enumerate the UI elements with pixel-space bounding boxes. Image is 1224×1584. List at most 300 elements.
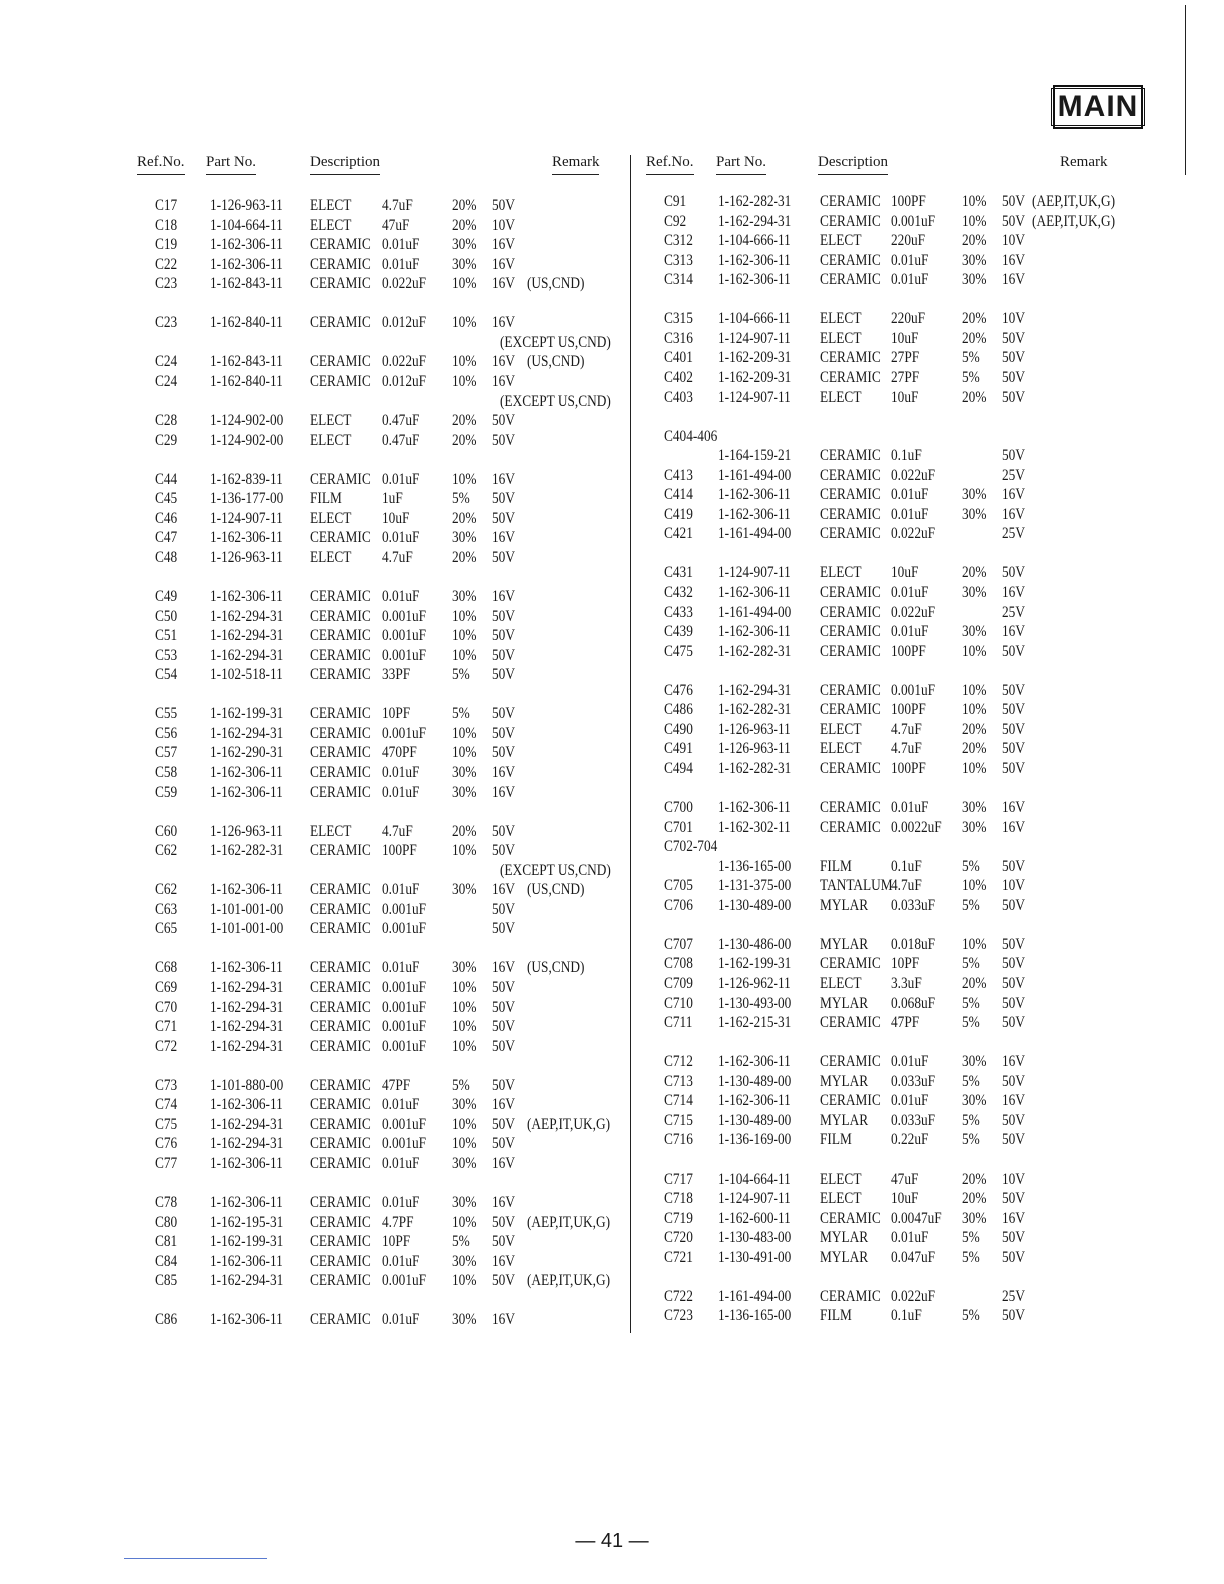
cell-tol: 20%	[451, 548, 477, 566]
cell-val: 0.01uF	[890, 271, 929, 289]
cell-val: 0.001uF	[381, 627, 427, 645]
cell-volt: 16V	[491, 881, 515, 899]
cell-part: 1-162-306-11	[717, 623, 791, 641]
cell-tol: 10%	[451, 1272, 477, 1290]
cell-ref: C718	[663, 1190, 693, 1208]
cell-part: 1-130-493-00	[717, 994, 792, 1012]
cell-val: 0.01uF	[381, 763, 420, 781]
cell-val: 470PF	[381, 744, 417, 762]
cell-part: 1-124-907-11	[717, 388, 791, 406]
cell-val: 0.001uF	[381, 646, 427, 664]
cell-val: 0.001uF	[381, 724, 427, 742]
cell-volt: 50V	[1001, 896, 1025, 914]
cell-part: 1-162-306-11	[717, 505, 791, 523]
cell-ref: C431	[663, 564, 693, 582]
cell-type: CERAMIC	[309, 627, 371, 645]
cell-ref: C713	[663, 1072, 693, 1090]
cell-type: CERAMIC	[309, 1194, 371, 1212]
cell-val: 47uF	[890, 1170, 919, 1188]
cell-part: 1-162-306-11	[717, 584, 791, 601]
cell-tol: 20%	[451, 216, 477, 234]
cell-ref: C315	[663, 310, 693, 328]
cell-part: 1-162-294-31	[209, 1018, 284, 1036]
cell-type: CERAMIC	[309, 959, 371, 977]
cell-part: 1-162-294-31	[209, 998, 284, 1016]
cell-ref: C700	[663, 799, 693, 817]
cell-type: CERAMIC	[309, 1252, 371, 1270]
cell-val: 220uF	[890, 310, 926, 328]
cell-type: MYLAR	[819, 994, 869, 1012]
cell-type: CERAMIC	[819, 584, 881, 601]
cell-volt: 50V	[491, 920, 515, 938]
cell-ref: C414	[663, 486, 693, 504]
cell-part: 1-130-483-00	[717, 1229, 792, 1247]
cell-ref: C719	[663, 1209, 693, 1227]
cell-type: ELECT	[819, 564, 862, 582]
cell-ref: C439	[663, 623, 693, 641]
cell-tol: 20%	[961, 564, 987, 582]
cell-volt: 50V	[1001, 955, 1025, 973]
cell-val: 47uF	[381, 216, 410, 234]
cell-part: 1-130-489-00	[717, 1072, 792, 1090]
cell-tol: 10%	[451, 1037, 477, 1055]
cell-volt: 10V	[491, 216, 515, 234]
cell-tol: 10%	[451, 353, 477, 371]
cell-type: CERAMIC	[309, 1154, 371, 1172]
cell-ref: C53	[154, 646, 178, 664]
cell-volt: 16V	[491, 314, 515, 332]
cell-volt: 50V	[1001, 975, 1025, 992]
cell-volt: 50V	[491, 822, 515, 840]
cell-ref: C401	[663, 349, 693, 367]
cell-tol: 5%	[451, 705, 470, 723]
cell-ref: C715	[663, 1111, 693, 1129]
cell-tol: 10%	[451, 607, 477, 625]
cell-part: 1-162-843-11	[209, 353, 283, 371]
cell-ref: C91	[663, 193, 687, 210]
cell-volt: 16V	[491, 255, 515, 273]
cell-part: 1-101-001-00	[209, 900, 284, 918]
cell-volt: 16V	[1001, 486, 1025, 504]
cell-volt: 25V	[1001, 1287, 1025, 1305]
cell-val: 0.01uF	[381, 470, 420, 488]
cell-val: 100PF	[381, 842, 417, 860]
cell-ref: C60	[154, 822, 178, 840]
cell-part: 1-104-664-11	[209, 216, 283, 234]
cell-part: 1-162-294-31	[717, 681, 792, 699]
cell-type: CERAMIC	[309, 744, 371, 762]
cell-rem: (AEP,IT,UK,G)	[1032, 193, 1116, 210]
cell-val: 0.001uF	[381, 1037, 427, 1055]
cell-part: 1-101-001-00	[209, 920, 284, 938]
cell-volt: 16V	[491, 783, 515, 801]
cell-ref: C494	[663, 759, 693, 777]
header-desc: Description	[818, 154, 888, 175]
header-remark: Remark	[1060, 154, 1108, 170]
cell-val: 0.022uF	[381, 353, 427, 371]
cell-val: 100PF	[890, 642, 926, 660]
cell-part: 1-162-306-11	[209, 1252, 283, 1270]
cell-val: 0.01uF	[381, 1096, 420, 1114]
cell-val: 10uF	[381, 509, 410, 527]
cell-ref: C57	[154, 744, 178, 762]
cell-part: 1-162-306-11	[209, 1194, 283, 1212]
cell-val: 0.022uF	[890, 1287, 936, 1305]
cell-val: 0.001uF	[381, 900, 427, 918]
cell-volt: 25V	[1001, 525, 1025, 543]
cell-part: 1-162-294-31	[209, 646, 284, 664]
cell-part: 1-162-306-11	[209, 881, 283, 899]
cell-ref: C55	[154, 705, 178, 723]
cell-tol: 5%	[961, 955, 980, 973]
cell-part: 1-162-294-31	[209, 979, 284, 996]
cell-volt: 16V	[1001, 251, 1025, 269]
cell-tol: 5%	[451, 490, 470, 508]
cell-part: 1-162-195-31	[209, 1213, 284, 1231]
cell-type: ELECT	[819, 740, 862, 758]
cell-volt: 50V	[491, 1272, 515, 1290]
cell-volt: 16V	[491, 529, 515, 547]
cell-volt: 50V	[491, 979, 515, 996]
cell-type: CERAMIC	[819, 271, 881, 289]
cell-ref: C491	[663, 740, 693, 758]
cell-type: CERAMIC	[819, 642, 881, 660]
cell-volt: 50V	[491, 509, 515, 527]
cell-part: 1-104-666-11	[717, 232, 791, 250]
cell-volt: 16V	[491, 470, 515, 488]
cell-part: 1-162-209-31	[717, 349, 792, 367]
cell-val: 10uF	[890, 1190, 919, 1208]
cell-ref: C69	[154, 979, 178, 996]
cell-part: 1-136-169-00	[717, 1131, 792, 1149]
cell-type: CERAMIC	[819, 193, 881, 210]
cell-ref: C70	[154, 998, 178, 1016]
cell-volt: 50V	[1001, 349, 1025, 367]
cell-ref: C22	[154, 255, 178, 273]
cell-ref: C475	[663, 642, 693, 660]
cell-volt: 50V	[491, 431, 515, 449]
cell-tol: 5%	[961, 1248, 980, 1266]
cell-part: 1-161-494-00	[717, 466, 792, 484]
cell-type: CERAMIC	[309, 529, 371, 547]
cell-part: 1-162-306-11	[209, 255, 283, 273]
cell-type: ELECT	[309, 509, 352, 527]
cell-ref: C476	[663, 681, 693, 699]
cell-val: 0.001uF	[381, 1272, 427, 1290]
cell-val: 100PF	[890, 701, 926, 719]
cell-type: CERAMIC	[819, 486, 881, 504]
cell-type: CERAMIC	[309, 372, 371, 390]
cell-val: 220uF	[890, 232, 926, 250]
cell-type: CERAMIC	[309, 724, 371, 742]
cell-val: 0.001uF	[381, 920, 427, 938]
cell-tol: 30%	[451, 763, 477, 781]
cell-ref: C710	[663, 994, 693, 1012]
cell-tol: 20%	[961, 720, 987, 738]
cell-tol: 5%	[961, 896, 980, 914]
cell-rem: (US,CND)	[526, 353, 585, 371]
cell-type: CERAMIC	[819, 525, 881, 543]
cell-part: 1-161-494-00	[717, 1287, 792, 1305]
cell-val: 0.022uF	[381, 275, 427, 293]
cell-part: 1-161-494-00	[717, 603, 792, 621]
cell-tol: 10%	[961, 935, 987, 953]
cell-val: 4.7uF	[890, 740, 922, 758]
cell-volt: 50V	[1001, 1014, 1025, 1032]
cell-val: 47PF	[381, 1076, 411, 1094]
cell-ref: C705	[663, 877, 693, 895]
cell-val: 0.01uF	[381, 1194, 420, 1212]
cell-val: 27PF	[890, 368, 920, 386]
cell-part: 1-124-907-11	[717, 1190, 791, 1208]
cell-part: 1-136-177-00	[209, 490, 284, 508]
cell-volt: 16V	[491, 959, 515, 977]
cell-type: CERAMIC	[819, 251, 881, 269]
cell-val: 0.1uF	[890, 857, 922, 875]
cell-tol: 30%	[961, 505, 987, 523]
cell-type: CERAMIC	[819, 1287, 881, 1305]
cell-tol: 20%	[961, 740, 987, 758]
cell-type: ELECT	[309, 548, 352, 566]
cell-type: CERAMIC	[819, 447, 881, 465]
cell-volt: 50V	[1001, 193, 1025, 210]
cell-type: CERAMIC	[309, 998, 371, 1016]
cell-type: CERAMIC	[309, 1037, 371, 1055]
cell-tol: 5%	[961, 994, 980, 1012]
cell-tol: 10%	[961, 681, 987, 699]
cell-tol: 10%	[451, 1115, 477, 1133]
cell-type: CERAMIC	[309, 842, 371, 860]
cell-val: 0.01uF	[381, 588, 420, 605]
cell-ref: C28	[154, 412, 178, 430]
cell-volt: 50V	[491, 548, 515, 566]
header-part: Part No.	[206, 154, 256, 175]
cell-part: 1-162-294-31	[209, 627, 284, 645]
header-ref: Ref.No.	[137, 154, 185, 175]
cell-type: CERAMIC	[309, 1076, 371, 1094]
cell-tol: 30%	[961, 799, 987, 817]
cell-type: CERAMIC	[309, 1096, 371, 1114]
cell-ref: C314	[663, 271, 693, 289]
cell-volt: 50V	[1001, 701, 1025, 719]
cell-volt: 16V	[491, 1311, 515, 1329]
cell-val: 10PF	[381, 1233, 411, 1251]
cell-val: 4.7uF	[381, 197, 413, 214]
cell-tol: 10%	[451, 470, 477, 488]
cell-tol: 30%	[451, 529, 477, 547]
cell-val: 0.01uF	[381, 959, 420, 977]
cell-type: CERAMIC	[819, 368, 881, 386]
cell-part: 1-162-282-31	[717, 642, 792, 660]
cell-volt: 50V	[1001, 368, 1025, 386]
cell-part: 1-162-306-11	[717, 1092, 791, 1110]
cell-tol: 5%	[961, 1307, 980, 1325]
cell-tol: 5%	[961, 1014, 980, 1032]
cell-ref: C47	[154, 529, 178, 547]
cell-tol: 20%	[961, 310, 987, 328]
cell-val: 0.001uF	[381, 607, 427, 625]
cell-tol: 30%	[451, 959, 477, 977]
cell-type: CERAMIC	[819, 759, 881, 777]
cell-part: 1-101-880-00	[209, 1076, 284, 1094]
cell-part: 1-162-294-31	[209, 1135, 284, 1153]
cell-type: CERAMIC	[819, 1092, 881, 1110]
cell-ref: C17	[154, 197, 178, 214]
cell-volt: 50V	[491, 1037, 515, 1055]
cell-val: 0.033uF	[890, 1111, 936, 1129]
cell-val: 33PF	[381, 666, 411, 684]
footer-rule	[124, 1558, 267, 1559]
cell-part: 1-124-907-11	[717, 564, 791, 582]
cell-rem: (AEP,IT,UK,G)	[1032, 212, 1116, 230]
cell-ref: C78	[154, 1194, 178, 1212]
cell-ref: C63	[154, 900, 178, 918]
cell-rem: (US,CND)	[526, 275, 585, 293]
cell-part: 1-162-843-11	[209, 275, 283, 293]
cell-ref: C707	[663, 935, 693, 953]
cell-ref: C75	[154, 1115, 178, 1133]
cell-ref: C29	[154, 431, 178, 449]
cell-volt: 50V	[491, 646, 515, 664]
cell-ref: C84	[154, 1252, 178, 1270]
cell-val: 0.001uF	[890, 212, 936, 230]
cell-ref: C413	[663, 466, 693, 484]
cell-part: 1-162-282-31	[209, 842, 284, 860]
cell-val: 27PF	[890, 349, 920, 367]
cell-ref: C62	[154, 881, 178, 899]
cell-type: CERAMIC	[819, 701, 881, 719]
cell-part: 1-124-907-11	[717, 329, 791, 347]
cell-tol: 5%	[961, 1072, 980, 1090]
cell-val: 0.033uF	[890, 896, 936, 914]
cell-val: 4.7uF	[381, 822, 413, 840]
cell-type: CERAMIC	[309, 881, 371, 899]
cell-volt: 16V	[491, 372, 515, 390]
cell-val: 10uF	[890, 564, 919, 582]
cell-part: 1-162-294-31	[209, 1115, 284, 1133]
cell-val: 0.001uF	[890, 681, 936, 699]
cell-type: ELECT	[819, 388, 862, 406]
cell-volt: 50V	[1001, 681, 1025, 699]
cell-val: 10uF	[890, 329, 919, 347]
cell-volt: 16V	[1001, 584, 1025, 601]
cell-part: 1-162-600-11	[717, 1209, 791, 1227]
cell-tol: 30%	[961, 818, 987, 836]
cell-part: 1-126-963-11	[717, 720, 791, 738]
cell-part: 1-162-294-31	[209, 607, 284, 625]
cell-part: 1-136-165-00	[717, 857, 792, 875]
cell-type: ELECT	[309, 822, 352, 840]
cell-val: 0.01uF	[890, 623, 929, 641]
cell-ref: C86	[154, 1311, 178, 1329]
cell-ref: C72	[154, 1037, 178, 1055]
cell-volt: 16V	[1001, 1209, 1025, 1227]
cell-val: 0.022uF	[890, 603, 936, 621]
cell-val: 0.001uF	[381, 979, 427, 996]
cell-ref: C85	[154, 1272, 178, 1290]
cell-volt: 16V	[1001, 799, 1025, 817]
cell-type: MYLAR	[819, 1111, 869, 1129]
cell-tol: 30%	[451, 1154, 477, 1172]
cell-val: 100PF	[890, 759, 926, 777]
cell-ref: C81	[154, 1233, 178, 1251]
cell-tol: 30%	[961, 623, 987, 641]
cell-type: MYLAR	[819, 1248, 869, 1266]
cell-val: 0.018uF	[890, 935, 936, 953]
cell-part: 1-162-294-31	[209, 1037, 284, 1055]
cell-tol: 30%	[961, 1053, 987, 1071]
cell-ref: C706	[663, 896, 693, 914]
cell-val: 0.022uF	[890, 466, 936, 484]
cell-val: 0.01uF	[381, 236, 420, 254]
cell-type: ELECT	[309, 412, 352, 430]
cell-type: ELECT	[819, 310, 862, 328]
cell-tol: 20%	[961, 1190, 987, 1208]
cell-tol: 20%	[961, 329, 987, 347]
cell-type: CERAMIC	[819, 681, 881, 699]
cell-type: CERAMIC	[819, 1053, 881, 1071]
cell-val: 0.47uF	[381, 412, 420, 430]
cell-type: CERAMIC	[819, 623, 881, 641]
header-part: Part No.	[716, 154, 766, 175]
cell-part: 1-162-199-31	[209, 705, 284, 723]
section-badge-label: MAIN	[1051, 88, 1146, 126]
cell-volt: 16V	[1001, 505, 1025, 523]
cell-part: 1-126-963-11	[209, 197, 283, 214]
cell-ref: C403	[663, 388, 693, 406]
cell-part: 1-162-306-11	[209, 783, 283, 801]
cell-volt: 50V	[1001, 329, 1025, 347]
cell-type: CERAMIC	[309, 666, 371, 684]
cell-volt: 50V	[1001, 642, 1025, 660]
cell-volt: 50V	[491, 490, 515, 508]
cell-part: 1-162-306-11	[717, 1053, 791, 1071]
cell-volt: 16V	[491, 275, 515, 293]
cell-type: ELECT	[819, 1170, 862, 1188]
cell-type: CERAMIC	[309, 979, 371, 996]
cell-tol: 10%	[451, 744, 477, 762]
cell-ref: C71	[154, 1018, 178, 1036]
cell-part: 1-130-491-00	[717, 1248, 792, 1266]
cell-volt: 50V	[491, 705, 515, 723]
cell-ref: C59	[154, 783, 178, 801]
cell-ref: C711	[663, 1014, 693, 1032]
cell-val: 0.047uF	[890, 1248, 936, 1266]
cell-rem: (US,CND)	[526, 959, 585, 977]
cell-part: 1-162-209-31	[717, 368, 792, 386]
cell-part: 1-126-963-11	[209, 822, 283, 840]
cell-ref: C23	[154, 314, 178, 332]
cell-ref: C18	[154, 216, 178, 234]
cell-volt: 50V	[1001, 1248, 1025, 1266]
cell-val: 0.01uF	[890, 505, 929, 523]
cell-val: 0.0022uF	[890, 818, 942, 836]
cell-ref: C722	[663, 1287, 693, 1305]
cell-val: 47PF	[890, 1014, 920, 1032]
cell-type: MYLAR	[819, 935, 869, 953]
cell-volt: 50V	[1001, 388, 1025, 406]
cell-ref: C54	[154, 666, 178, 684]
cell-volt: 50V	[1001, 212, 1025, 230]
cell-tol: 5%	[961, 1229, 980, 1247]
cell-type: ELECT	[819, 1190, 862, 1208]
cell-val: 0.47uF	[381, 431, 420, 449]
cell-val: 0.01uF	[890, 584, 929, 601]
cell-volt: 10V	[1001, 310, 1025, 328]
header-desc: Description	[310, 154, 380, 175]
cell-tol: 20%	[961, 232, 987, 250]
cell-volt: 16V	[491, 1096, 515, 1114]
